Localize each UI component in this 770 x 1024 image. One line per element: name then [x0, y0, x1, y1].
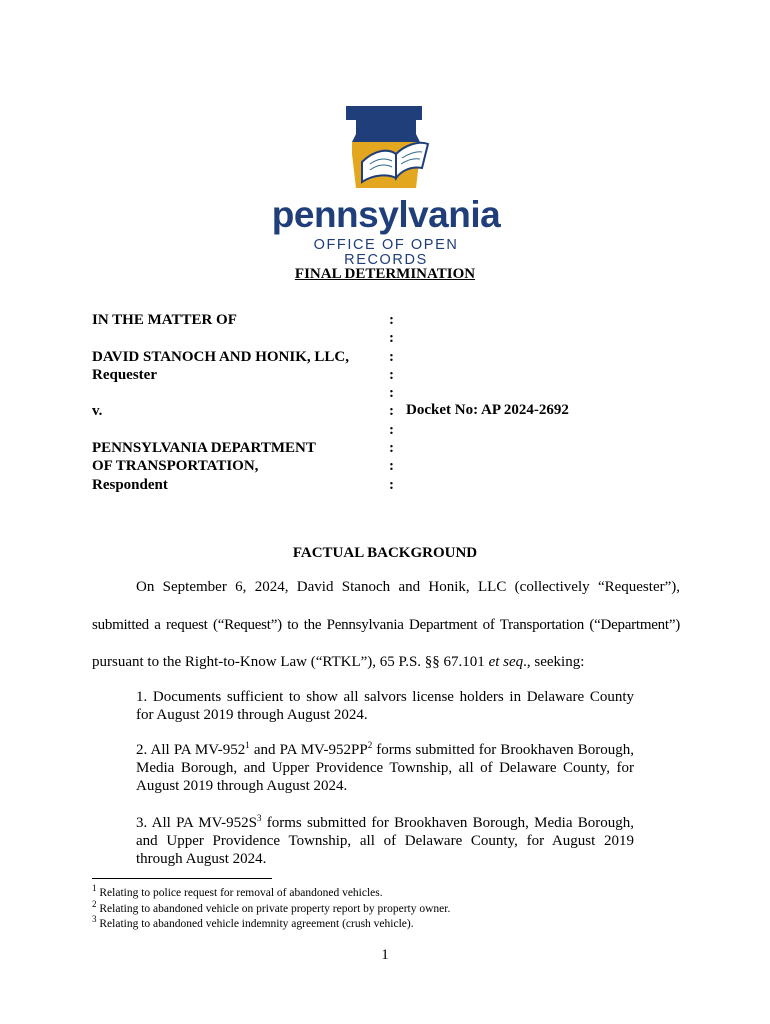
logo-subtitle: OFFICE OF OPEN RECORDS	[313, 237, 459, 268]
respondent-name-line1: PENNSYLVANIA DEPARTMENT	[92, 440, 316, 457]
caption-colon: :	[389, 385, 394, 402]
matter-label: IN THE MATTER OF	[92, 312, 237, 328]
footnote-text: Relating to abandoned vehicle indemnity agreement (crush vehicle).	[99, 918, 414, 930]
caption-colon: :	[389, 421, 394, 438]
office-of-open-records-logo	[270, 104, 502, 268]
respondent-role: Respondent	[92, 476, 168, 493]
requester-name: DAVID STANOCH AND HONIK, LLC,	[92, 348, 349, 365]
footnote-ref: 1	[245, 740, 250, 750]
docket-number: Docket No: AP 2024-2692	[406, 402, 569, 418]
caption-colon: :	[389, 366, 394, 383]
caption-colon-column	[389, 311, 399, 494]
footnote	[92, 914, 414, 932]
caption-colon: :	[389, 348, 394, 365]
paragraph-italic-text: et seq	[488, 654, 524, 670]
caption-colon: :	[389, 440, 394, 457]
footnote-number: 3	[92, 914, 97, 925]
item-text: forms submitted for Brookhaven Borough, Media Borough, and Upper Providence Township, all of Delaware County, for August 2019 through August 2024.	[136, 815, 634, 867]
logo-wordmark: pennsylvania	[271, 194, 501, 235]
footnote-ref: 3	[256, 813, 262, 823]
footnote-ref: 2	[367, 740, 373, 750]
paragraph-line: submitted a request (“Request”) to the Pennsylvania Department of Transportation (“Department”)	[92, 617, 680, 633]
paragraph-text: ., seeking:	[523, 654, 585, 670]
item-text: forms submitted for Brookhaven Borough, Media Borough, and Upper Providence Township, all of Delaware County, for August 2019 through August 2024.	[136, 742, 634, 794]
paragraph-line: On September 6, 2024, David Stanoch and Honik, LLC (collectively “Requester”),	[136, 579, 680, 595]
footnote-divider	[92, 878, 272, 879]
item-text: 3. All PA MV-952S	[136, 815, 257, 831]
item-text: 2. All PA MV-952	[136, 742, 246, 758]
item-text: and PA MV-952PP	[249, 742, 368, 758]
versus-label: v.	[92, 403, 103, 420]
respondent-name-line2: OF TRANSPORTATION,	[92, 458, 259, 475]
paragraph-line	[92, 653, 680, 671]
request-item-1: 1. Documents sufficient to show all salvors license holders in Delaware County for August 2019 through August 2024.	[136, 689, 634, 723]
requester-role: Requester	[92, 366, 157, 383]
page-number: 1	[381, 947, 389, 963]
paragraph-text: pursuant to the Right-to-Know Law (“RTKL”), 65 P.S. §§ 67.101	[92, 654, 489, 670]
section-heading: FACTUAL BACKGROUND	[292, 545, 478, 561]
caption-colon: :	[389, 312, 394, 328]
footnote-text: Relating to police request for removal of abandoned vehicles.	[99, 887, 383, 899]
caption-colon: :	[389, 330, 394, 347]
request-item-3	[136, 814, 634, 868]
caption-colon: :	[389, 476, 394, 493]
footnote-number: 2	[92, 899, 97, 910]
footnote	[92, 883, 383, 901]
footnote-number: 1	[92, 883, 97, 894]
footnote	[92, 899, 451, 917]
keystone-book-icon	[270, 104, 502, 194]
caption-colon: :	[389, 403, 394, 420]
case-caption	[92, 311, 382, 494]
caption-colon: :	[389, 458, 394, 475]
request-item-2	[136, 741, 634, 795]
footnote-text: Relating to abandoned vehicle on private property report by property owner.	[99, 903, 451, 915]
document-title: FINAL DETERMINATION	[294, 266, 476, 282]
